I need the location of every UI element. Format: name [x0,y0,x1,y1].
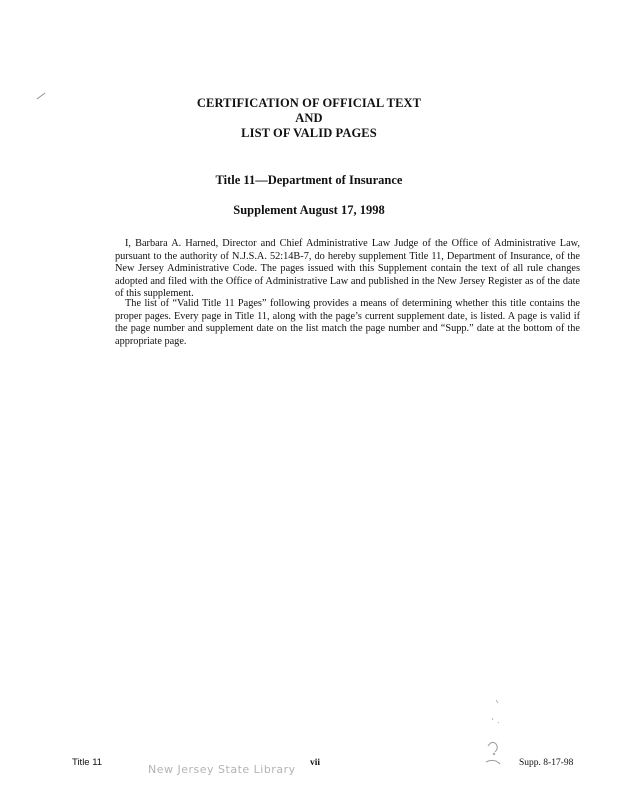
certification-paragraph: I, Barbara A. Harned, Director and Chief Administrative Law Judge of the Office of Administrative Law, pursuant to the authority of N.J.S.A. 52:14B-7, do hereby supplement Title 11, Department of Insurance, of the New Jersey Administrative Code. The pages issued with this Supplement contain the text of all rule changes adopted and filed with the Office of Administrative Law and published in the New Jersey Register as of the date of this supplement. [115,238,580,299]
library-watermark: New Jersey State Library [148,763,296,776]
valid-pages-paragraph: The list of “Valid Title 11 Pages” following provides a means of determining whether this title contains the proper pages. Every page in Title 11, along with the page’s current supplement date, is listed. A page is valid if the page number and supplement date on the list match the page number and “Supp.” date at the bottom of the appropriate page. [115,298,580,347]
certification-heading [0,96,618,141]
library-stamp-icon [482,696,512,778]
scan-mark-icon [36,92,46,100]
heading-line-2: AND [295,111,323,125]
footer-title: Title 11 [72,757,103,768]
heading-line-3: LIST OF VALID PAGES [241,126,377,140]
supplement-date-heading: Supplement August 17, 1998 [233,203,385,217]
footer-page-number: vii [310,758,321,768]
title-department: Title 11—Department of Insurance [215,173,403,187]
footer-supplement-date: Supp. 8-17-98 [519,758,574,768]
heading-line-1: CERTIFICATION OF OFFICIAL TEXT [196,96,422,110]
